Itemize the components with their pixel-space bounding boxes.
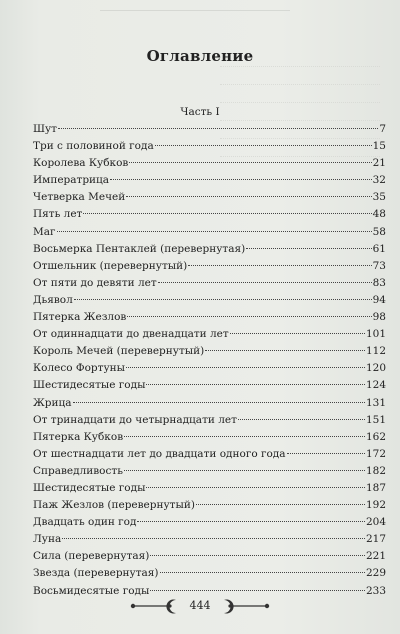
toc-dot-leader: [205, 350, 365, 351]
toc-entry-page: 204: [365, 516, 386, 529]
toc-entry-page: 233: [365, 584, 386, 597]
toc-entry-title: Шестидесятые годы: [33, 379, 146, 392]
toc-entry: [33, 514, 386, 531]
toc-entry-page: 15: [372, 140, 386, 153]
toc-entry: [33, 189, 386, 206]
toc-entry-page: 7: [379, 123, 386, 135]
toc-entry-title: Король Мечей (перевернутый): [33, 345, 205, 358]
toc-entry-title: От одиннадцати до двенадцати лет: [33, 328, 229, 341]
toc-entry: [33, 326, 386, 343]
toc-entry: [33, 480, 386, 497]
toc-entry-title: Жрица: [33, 396, 72, 409]
toc-entry-title: Пятерка Кубков: [33, 430, 124, 443]
toc-dot-leader: [83, 213, 371, 214]
toc-entry-page: 83: [372, 276, 386, 289]
toc-entry: [33, 395, 386, 412]
toc-entry-page: 120: [365, 362, 386, 375]
toc-entry: [33, 446, 386, 463]
toc-dot-leader: [287, 453, 365, 454]
toc-entry: [33, 258, 386, 275]
page-title: Оглавление: [146, 47, 254, 65]
page-number: 444: [189, 599, 211, 612]
toc-dot-leader: [146, 384, 365, 385]
toc-dot-leader: [126, 367, 365, 368]
toc-entry-page: 35: [372, 191, 386, 204]
toc-entry-page: 94: [372, 293, 386, 306]
toc-entry-title: Три с половиной года: [33, 140, 154, 153]
toc-entry-title: Отшельник (перевернутый): [33, 259, 188, 272]
toc-entry: [33, 412, 386, 429]
toc-entry-page: 112: [365, 345, 386, 358]
toc-entry-title: Маг: [33, 225, 56, 238]
toc-entry-title: От шестнадцати лет до двадцати одного года: [33, 447, 286, 460]
toc-dot-leader: [158, 282, 372, 283]
toc-entry-title: Четверка Мечей: [33, 191, 126, 204]
toc-entry-page: 73: [372, 259, 386, 272]
toc-entry: [33, 360, 386, 377]
toc-entry-page: 21: [372, 157, 386, 170]
toc-entry-page: 162: [365, 430, 386, 443]
toc-dot-leader: [73, 402, 365, 403]
toc-entry-title: Луна: [33, 533, 62, 546]
toc-dot-leader: [146, 487, 365, 488]
toc-dot-leader: [129, 162, 371, 163]
toc-entry: [33, 121, 386, 138]
toc-entry-page: 187: [365, 481, 386, 494]
toc-dot-leader: [124, 470, 365, 471]
toc-entry-title: Паж Жезлов (перевернутый): [33, 499, 195, 512]
toc-entry-page: 61: [372, 242, 386, 255]
toc-entry-page: 131: [365, 396, 386, 409]
toc-entry: [33, 206, 386, 223]
toc-dot-leader: [246, 248, 371, 249]
toc-dot-leader: [126, 196, 371, 197]
toc-entry-title: Пятерка Жезлов: [33, 311, 127, 324]
toc-entry-title: От тринадцати до четырнадцати лет: [33, 413, 237, 426]
toc-entry-page: 32: [372, 174, 386, 187]
toc-dot-leader: [238, 419, 365, 420]
toc-entry-page: 98: [372, 311, 386, 324]
toc-dot-leader: [188, 265, 371, 266]
toc-dot-leader: [110, 179, 372, 180]
toc-entry: [33, 429, 386, 446]
toc-entry-page: 58: [372, 225, 386, 238]
toc-dot-leader: [150, 555, 365, 556]
toc-entry: [33, 548, 386, 565]
toc-entry-page: 151: [365, 413, 386, 426]
toc-dot-leader: [160, 572, 365, 573]
toc-entry-page: 221: [365, 550, 386, 563]
toc-entry-page: 124: [365, 379, 386, 392]
toc-entry-title: Императрица: [33, 174, 110, 187]
toc-entry: [33, 309, 386, 326]
toc-dot-leader: [127, 316, 371, 317]
toc-entry-title: Восьмидесятые годы: [33, 584, 150, 597]
toc-entry: [33, 224, 386, 241]
toc-entry-page: 101: [365, 328, 386, 341]
toc-entry-page: 229: [365, 567, 386, 580]
toc-entry-title: Восьмерка Пентаклей (перевернутая): [33, 242, 246, 255]
toc-entry: [33, 531, 386, 548]
toc-dot-leader: [57, 231, 372, 232]
toc-entry-title: Шестидесятые годы: [33, 481, 146, 494]
toc-entry-title: Дьявол: [33, 293, 73, 306]
toc-entry-title: Двадцать один год: [33, 516, 137, 529]
table-of-contents: [33, 121, 386, 600]
toc-entry-title: Пять лет: [33, 208, 83, 221]
toc-entry: [33, 565, 386, 582]
toc-entry: [33, 497, 386, 514]
toc-entry-title: Королева Кубков: [33, 157, 129, 170]
toc-entry-page: 192: [365, 499, 386, 512]
toc-entry-page: 172: [365, 447, 386, 460]
toc-entry: [33, 275, 386, 292]
toc-dot-leader: [124, 436, 365, 437]
toc-entry-page: 48: [372, 208, 386, 221]
toc-dot-leader: [74, 299, 372, 300]
toc-entry: [33, 172, 386, 189]
toc-dot-leader: [62, 538, 365, 539]
toc-entry-title: Шут: [33, 123, 57, 135]
toc-entry: [33, 463, 386, 480]
toc-dot-leader: [155, 145, 372, 146]
toc-entry-title: Справедливость: [33, 464, 123, 477]
toc-entry: [33, 292, 386, 309]
toc-dot-leader: [137, 521, 364, 522]
toc-entry-title: Сила (перевернутая): [33, 550, 150, 563]
toc-dot-leader: [150, 590, 365, 591]
toc-entry-title: Колесо Фортуны: [33, 362, 125, 375]
toc-entry-page: 182: [365, 464, 386, 477]
toc-entry-title: От пяти до девяти лет: [33, 276, 157, 289]
part-heading: Часть I: [180, 106, 220, 118]
top-ornament-bleed: [100, 10, 290, 21]
toc-entry: [33, 138, 386, 155]
toc-entry: [33, 155, 386, 172]
toc-dot-leader: [58, 128, 378, 129]
toc-entry-title: Звезда (перевернутая): [33, 567, 159, 580]
toc-dot-leader: [196, 504, 365, 505]
toc-dot-leader: [230, 333, 365, 334]
toc-entry: [33, 377, 386, 394]
toc-entry-page: 217: [365, 533, 386, 546]
page-footer: [0, 598, 400, 618]
toc-entry: [33, 343, 386, 360]
toc-entry: [33, 241, 386, 258]
